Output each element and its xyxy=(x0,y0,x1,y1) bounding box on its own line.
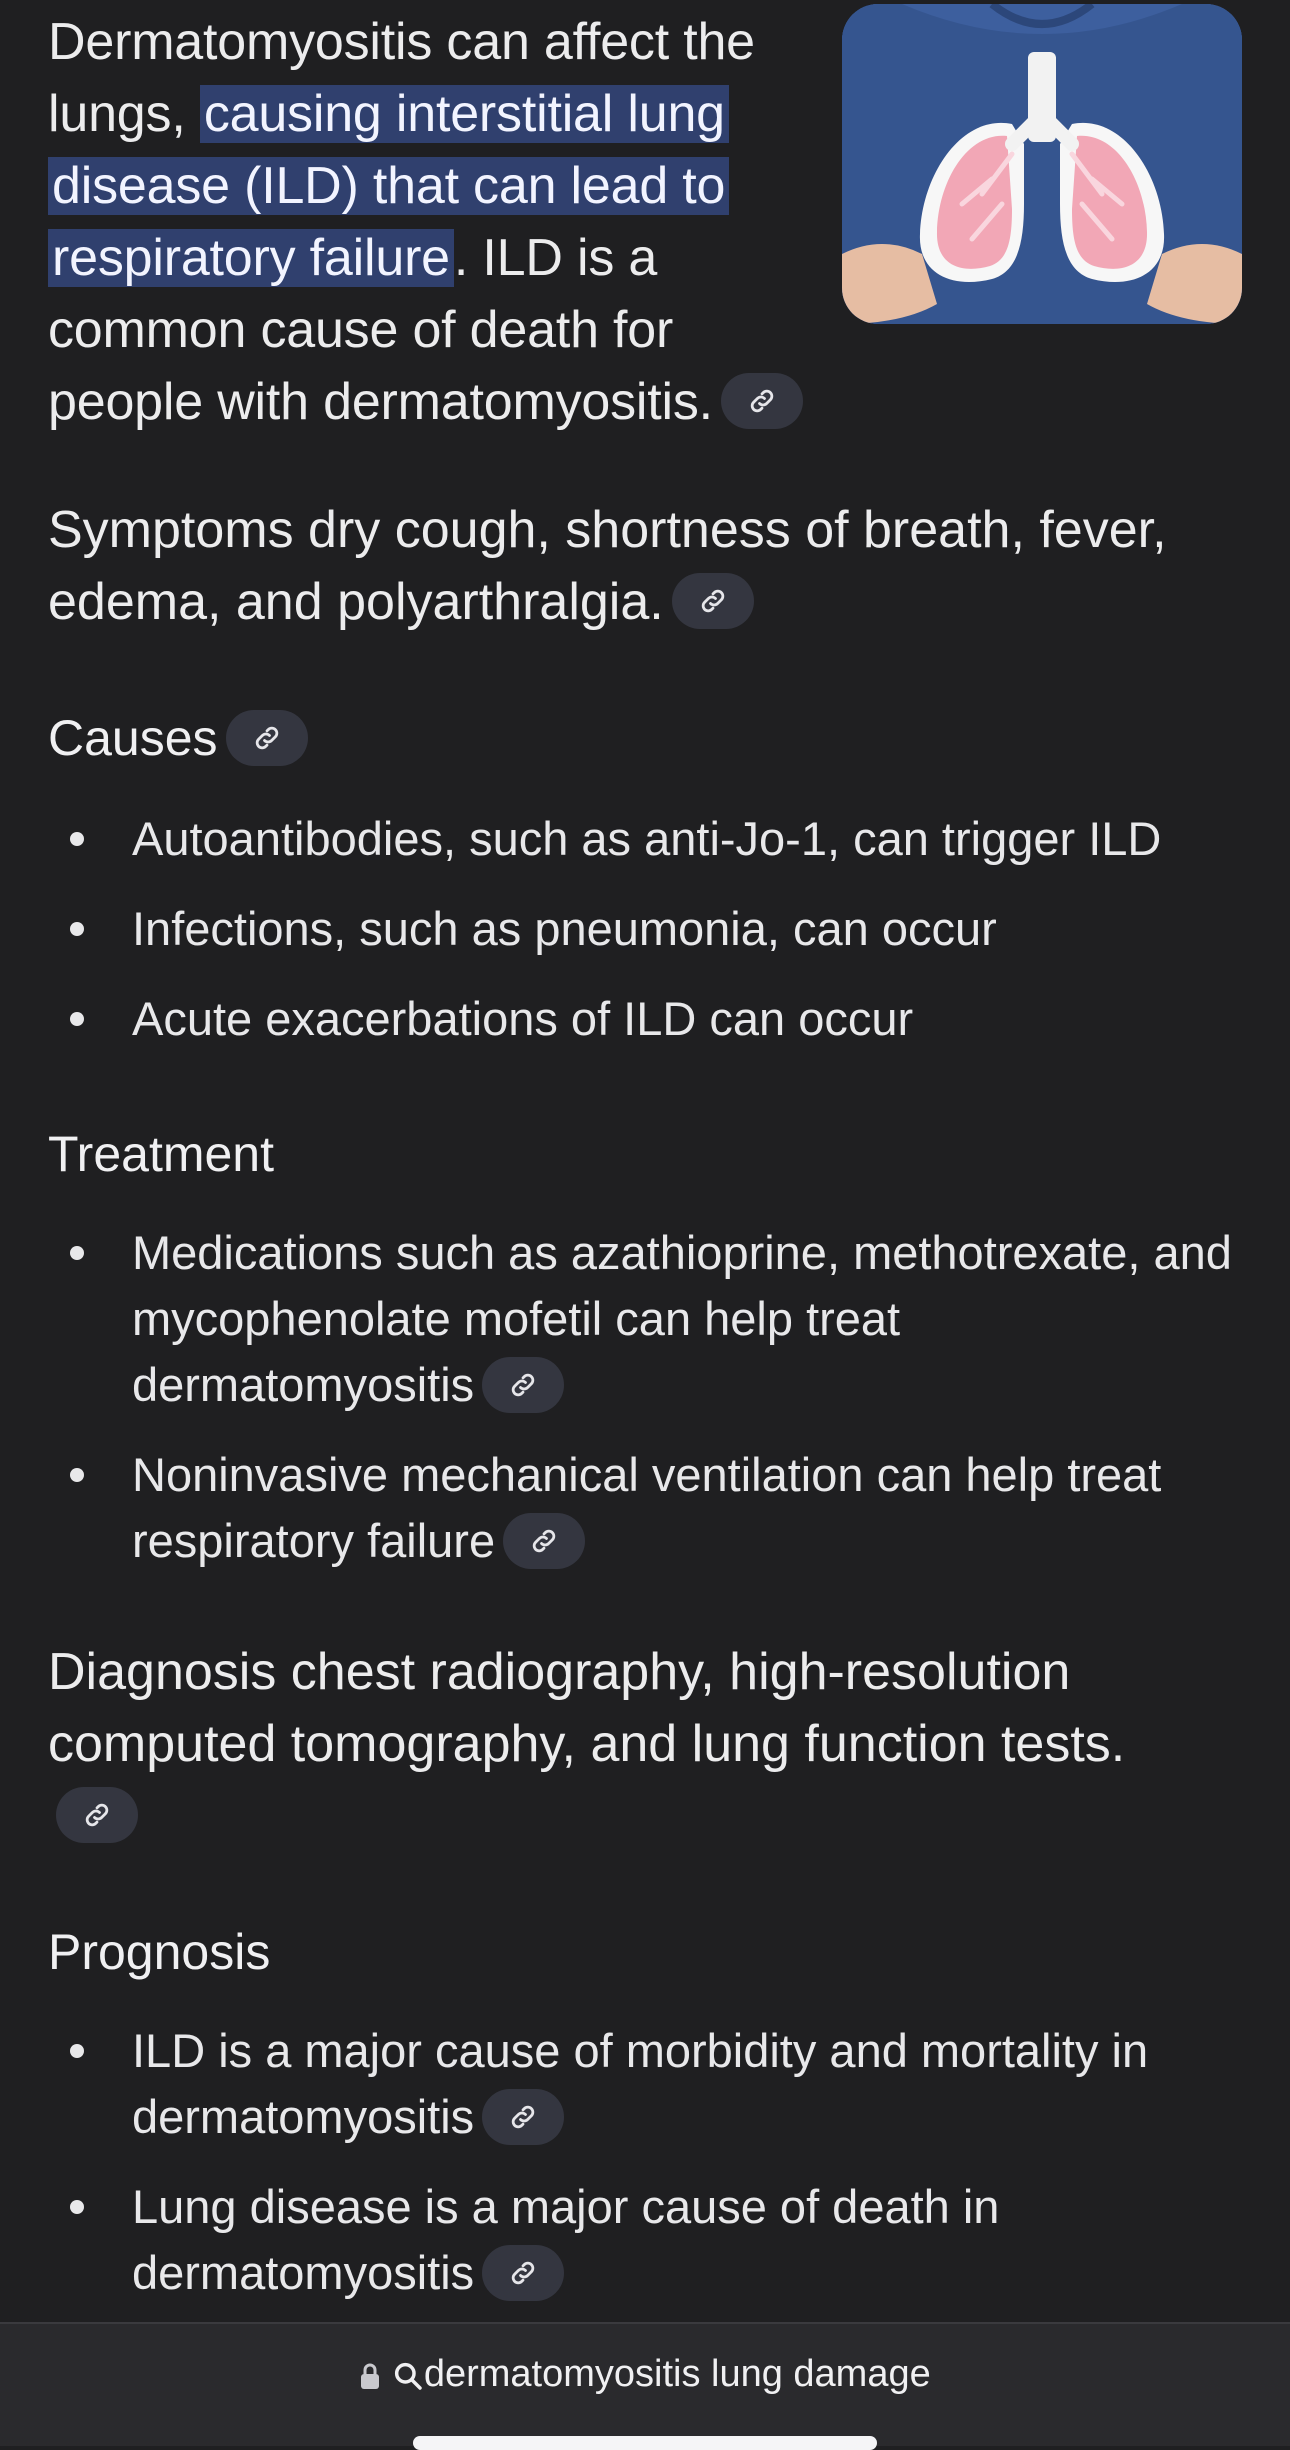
list-item-text: Noninvasive mechanical ventilation can help treat respiratory failure xyxy=(132,1448,1162,1567)
highlighted-text[interactable]: causing interstitial lung disease (ILD) that can lead to respiratory failure xyxy=(48,85,729,287)
intro-text-before: Dermatomyositis can affect the lungs, xyxy=(48,13,755,143)
prognosis-heading: Prognosis xyxy=(48,1924,271,1980)
list-item-text: Autoantibodies, such as anti-Jo-1, can trigger ILD xyxy=(132,812,1162,865)
lungs-image[interactable] xyxy=(842,4,1242,324)
source-link-chip[interactable] xyxy=(721,373,803,429)
prognosis-list xyxy=(48,2018,1248,2306)
diagnosis-text: Diagnosis chest radiography, high-resolution computed tomography, and lung function tests. xyxy=(48,1643,1126,1773)
ai-overview-content xyxy=(48,0,1248,2299)
intro-paragraph xyxy=(48,6,838,438)
list-item-text: Infections, such as pneumonia, can occur xyxy=(132,902,997,955)
bullet-icon xyxy=(70,832,84,846)
link-icon xyxy=(252,723,282,753)
source-link-chip[interactable] xyxy=(482,1357,564,1413)
link-icon xyxy=(508,2102,538,2132)
list-item xyxy=(48,1442,1248,1574)
source-link-chip[interactable] xyxy=(672,573,754,629)
intro-text-after: . ILD is a common cause of death for people with dermatomyositis. xyxy=(48,229,713,431)
search-query[interactable]: dermatomyositis lung damage xyxy=(423,2353,931,2395)
source-link-chip[interactable] xyxy=(482,2245,564,2301)
list-item xyxy=(48,896,1248,962)
source-link-chip[interactable] xyxy=(503,1513,585,1569)
source-link-chip[interactable] xyxy=(482,2089,564,2145)
bullet-icon xyxy=(70,922,84,936)
source-link-chip[interactable] xyxy=(56,1787,138,1843)
diagnosis-paragraph xyxy=(48,1636,1188,1852)
list-item xyxy=(48,806,1248,872)
symptoms-paragraph xyxy=(48,494,1248,638)
causes-heading-text: Causes xyxy=(48,710,218,766)
bullet-icon xyxy=(70,1468,84,1482)
link-icon xyxy=(508,1370,538,1400)
causes-list xyxy=(48,806,1248,1052)
browser-address-bar[interactable] xyxy=(0,2322,1290,2446)
list-item xyxy=(48,986,1248,1052)
address-bar-url[interactable] xyxy=(0,2350,1290,2398)
link-icon xyxy=(529,1526,559,1556)
link-icon xyxy=(698,586,728,616)
link-icon xyxy=(747,386,777,416)
search-icon xyxy=(392,2360,424,2392)
causes-heading xyxy=(48,708,308,770)
bullet-icon xyxy=(70,1246,84,1260)
intro-section xyxy=(48,0,1248,440)
home-indicator xyxy=(413,2436,877,2450)
link-icon xyxy=(82,1800,112,1830)
link-icon xyxy=(508,2258,538,2288)
bullet-icon xyxy=(70,1012,84,1026)
list-item-text: Acute exacerbations of ILD can occur xyxy=(132,992,914,1045)
lungs-illustration-icon xyxy=(842,4,1242,324)
lock-icon xyxy=(359,2362,381,2390)
bullet-icon xyxy=(70,2044,84,2058)
symptoms-text: Symptoms dry cough, shortness of breath, fever, edema, and polyarthralgia. xyxy=(48,501,1167,631)
list-item xyxy=(48,2174,1248,2306)
list-item xyxy=(48,1220,1248,1418)
bullet-icon xyxy=(70,2200,84,2214)
list-item-text: ILD is a major cause of morbidity and mortality in dermatomyositis xyxy=(132,2024,1149,2143)
list-item-text: Medications such as azathioprine, methotrexate, and mycophenolate mofetil can help treat dermatomyositis xyxy=(132,1226,1232,1411)
list-item-text: Lung disease is a major cause of death in dermatomyositis xyxy=(132,2180,1000,2299)
list-item xyxy=(48,2018,1248,2150)
treatment-list xyxy=(48,1220,1248,1574)
source-link-chip[interactable] xyxy=(226,710,308,766)
treatment-heading: Treatment xyxy=(48,1126,275,1182)
